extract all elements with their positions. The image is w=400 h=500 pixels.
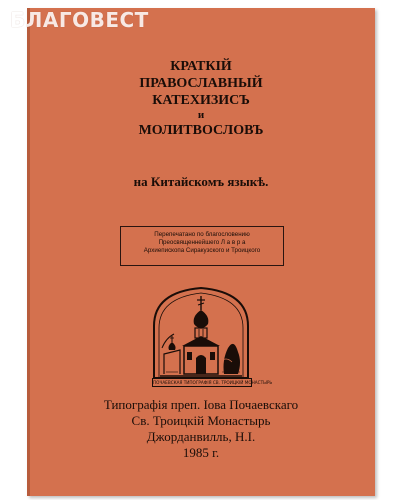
- title-line: КРАТКІЙ: [170, 59, 232, 74]
- publisher-imprint: [27, 397, 375, 461]
- title-conjunction: и: [197, 109, 205, 121]
- blessing-line: Архиепископа Сиракузского и Троицкого: [143, 247, 261, 254]
- imprint-line: Типографія преп. Іова Почаевскаго: [103, 397, 299, 412]
- title-line: ПРАВОСЛАВНЫЙ: [139, 76, 263, 91]
- blessing-line: Перепечатано по благословению: [154, 231, 250, 238]
- blessing-box: [120, 226, 284, 266]
- monastery-church-emblem-icon: [148, 282, 273, 388]
- book-subtitle: на Китайскомъ языкѣ.: [133, 174, 269, 189]
- imprint-year: 1985 г.: [182, 445, 220, 460]
- imprint-line: Св. Троицкій Монастырь: [131, 413, 271, 428]
- title-line: МОЛИТВОСЛОВЪ: [138, 123, 264, 138]
- watermark-logo: БЛАГОВЕСТ: [10, 8, 149, 32]
- emblem-caption: ПОЧАЕВСКАЯ ТИПОГРАФІЯ СВ. ТРОИЦКІЙ МОНАСТЫРЬ: [153, 380, 273, 385]
- blessing-line: Преосвященнейшего Л а в р а: [158, 239, 246, 246]
- title-line: КАТЕХИЗИСЪ: [152, 93, 250, 108]
- book-title: [27, 58, 375, 139]
- imprint-line: Джорданвилль, Н.І.: [146, 429, 256, 444]
